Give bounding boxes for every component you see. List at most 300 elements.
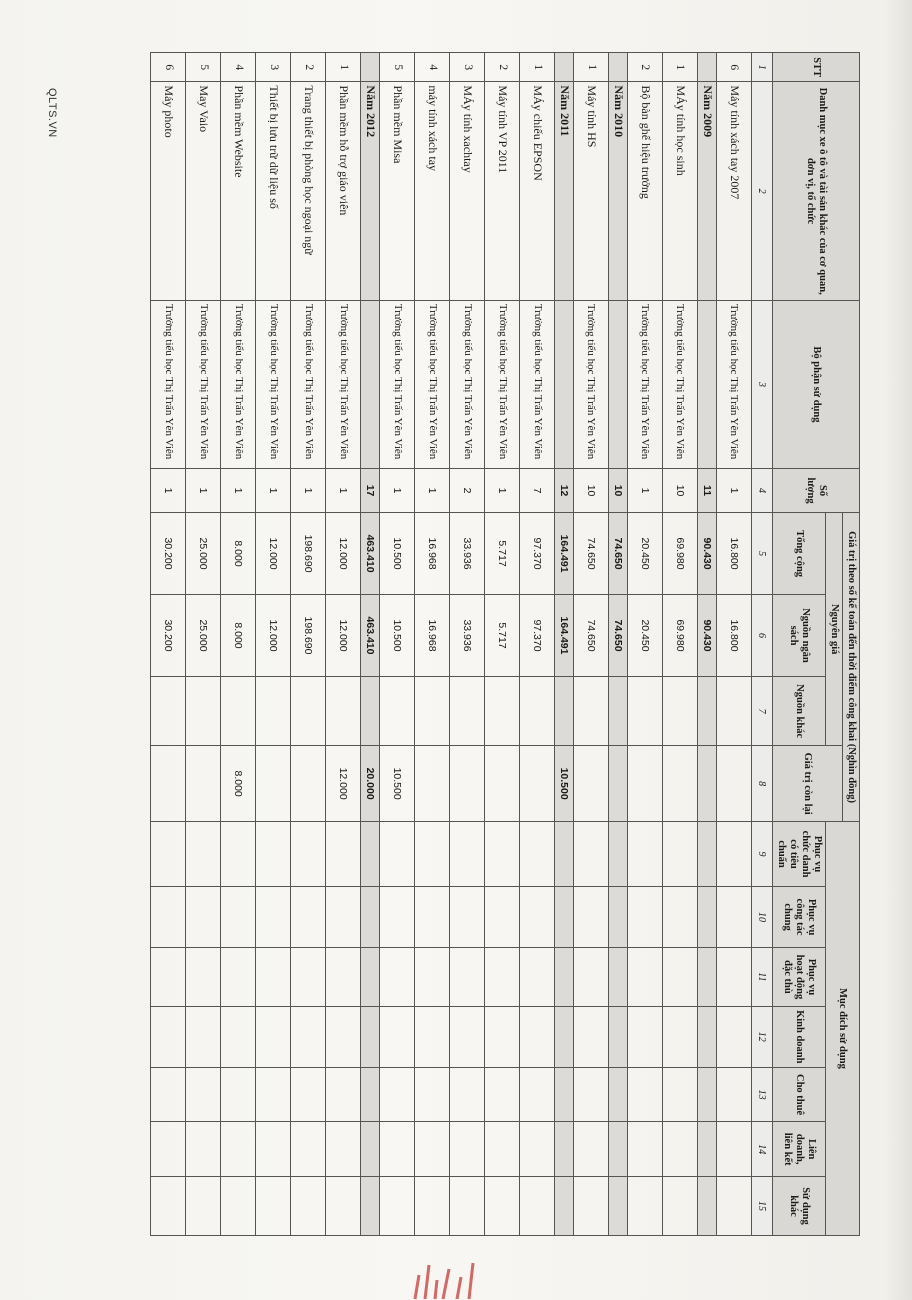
column-number: 12 bbox=[751, 1006, 772, 1067]
cell-purpose-empty bbox=[186, 1122, 221, 1177]
cell-asset-name: Năm 2010 bbox=[609, 82, 628, 301]
cell-stt: 1 bbox=[662, 53, 697, 82]
cell-purpose-empty bbox=[151, 821, 186, 886]
column-number: 7 bbox=[751, 676, 772, 745]
cell-other-source bbox=[186, 676, 221, 745]
column-number: 11 bbox=[751, 948, 772, 1007]
cell-purpose-empty bbox=[627, 821, 662, 886]
cell-purpose-empty bbox=[361, 1067, 380, 1122]
cell-purpose-empty bbox=[485, 948, 520, 1007]
cell-remaining-value bbox=[450, 746, 485, 822]
cell-purpose-empty bbox=[380, 1006, 415, 1067]
cell-total: 12.000 bbox=[256, 513, 291, 595]
header-pv-cong-tac: Phục vụ công tác chung bbox=[772, 887, 825, 948]
cell-purpose-empty bbox=[326, 948, 361, 1007]
cell-purpose-empty bbox=[186, 821, 221, 886]
cell-department: Trường tiểu học Thị Trấn Yên Viên bbox=[662, 300, 697, 468]
cell-other-source bbox=[221, 676, 256, 745]
cell-stt bbox=[609, 53, 628, 82]
cell-purpose-empty bbox=[186, 948, 221, 1007]
cell-purpose-empty bbox=[291, 1122, 326, 1177]
cell-department: Trường tiểu học Thị Trấn Yên Viên bbox=[221, 300, 256, 468]
cell-stt: 5 bbox=[186, 53, 221, 82]
cell-other-source bbox=[450, 676, 485, 745]
cell-stt: 1 bbox=[574, 53, 609, 82]
cell-purpose-empty bbox=[716, 1177, 751, 1236]
cell-purpose-empty bbox=[716, 1006, 751, 1067]
cell-purpose-empty bbox=[574, 1067, 609, 1122]
cell-quantity: 1 bbox=[221, 468, 256, 512]
cell-purpose-empty bbox=[662, 821, 697, 886]
cell-purpose-empty bbox=[415, 887, 450, 948]
cell-department: Trường tiểu học Thị Trấn Yên Viên bbox=[151, 300, 186, 468]
cell-budget-source: 74.650 bbox=[609, 595, 628, 677]
cell-quantity: 1 bbox=[716, 468, 751, 512]
cell-purpose-empty bbox=[662, 1006, 697, 1067]
cell-department: Trường tiểu học Thị Trấn Yên Viên bbox=[186, 300, 221, 468]
cell-purpose-empty bbox=[450, 1177, 485, 1236]
cell-budget-source: 16.800 bbox=[716, 595, 751, 677]
cell-stt bbox=[697, 53, 716, 82]
cell-asset-name: Năm 2009 bbox=[697, 82, 716, 301]
table-row bbox=[221, 53, 256, 1236]
cell-purpose-empty bbox=[380, 887, 415, 948]
cell-remaining-value: 8.000 bbox=[221, 746, 256, 822]
header-cho-thue: Cho thuê bbox=[772, 1067, 825, 1122]
cell-total: 10.500 bbox=[380, 513, 415, 595]
cell-quantity: 1 bbox=[627, 468, 662, 512]
cell-purpose-empty bbox=[361, 887, 380, 948]
cell-purpose-empty bbox=[485, 1067, 520, 1122]
cell-purpose-empty bbox=[361, 1122, 380, 1177]
cell-purpose-empty bbox=[555, 948, 574, 1007]
cell-purpose-empty bbox=[221, 1067, 256, 1122]
cell-purpose-empty bbox=[609, 1067, 628, 1122]
table-body bbox=[151, 53, 772, 1236]
cell-remaining-value: 20.000 bbox=[361, 746, 380, 822]
cell-purpose-empty bbox=[326, 1067, 361, 1122]
year-group-row bbox=[697, 53, 716, 1236]
cell-purpose-empty bbox=[697, 1006, 716, 1067]
cell-purpose-empty bbox=[291, 887, 326, 948]
cell-department bbox=[697, 300, 716, 468]
cell-asset-name: May Vaio bbox=[186, 82, 221, 301]
cell-purpose-empty bbox=[627, 1177, 662, 1236]
cell-budget-source: 90.430 bbox=[697, 595, 716, 677]
cell-budget-source: 25.000 bbox=[186, 595, 221, 677]
cell-purpose-empty bbox=[627, 1122, 662, 1177]
cell-purpose-empty bbox=[256, 887, 291, 948]
cell-purpose-empty bbox=[662, 948, 697, 1007]
cell-asset-name: Phần mềm hỗ trợ giáo viên bbox=[326, 82, 361, 301]
cell-purpose-empty bbox=[221, 821, 256, 886]
cell-quantity: 10 bbox=[609, 468, 628, 512]
cell-purpose-empty bbox=[361, 821, 380, 886]
cell-remaining-value: 10.500 bbox=[555, 746, 574, 822]
header-nguon-khac: Nguồn khác bbox=[772, 676, 825, 745]
cell-asset-name: Năm 2011 bbox=[555, 82, 574, 301]
cell-purpose-empty bbox=[380, 1067, 415, 1122]
cell-other-source bbox=[485, 676, 520, 745]
cell-quantity: 10 bbox=[662, 468, 697, 512]
cell-department: Trường tiểu học Thị Trấn Yên Viên bbox=[716, 300, 751, 468]
cell-purpose-empty bbox=[716, 887, 751, 948]
cell-purpose-empty bbox=[415, 1006, 450, 1067]
cell-purpose-empty bbox=[520, 948, 555, 1007]
cell-budget-source: 164.491 bbox=[555, 595, 574, 677]
cell-stt: 5 bbox=[380, 53, 415, 82]
header-gia-tri: Giá trị theo sổ kế toán đến thời điểm công khai (Nghìn đồng) bbox=[842, 513, 859, 822]
cell-purpose-empty bbox=[555, 887, 574, 948]
cell-purpose-empty bbox=[520, 1177, 555, 1236]
header-bo-phan: Bộ phận sử dụng bbox=[772, 300, 859, 468]
cell-total: 20.450 bbox=[627, 513, 662, 595]
cell-purpose-empty bbox=[574, 821, 609, 886]
table-row bbox=[415, 53, 450, 1236]
cell-budget-source: 5.717 bbox=[485, 595, 520, 677]
table-row bbox=[627, 53, 662, 1236]
cell-purpose-empty bbox=[485, 821, 520, 886]
table-row bbox=[151, 53, 186, 1236]
header-pv-hoat-dong: Phục vụ hoạt động đặc thù bbox=[772, 948, 825, 1007]
cell-purpose-empty bbox=[662, 1122, 697, 1177]
cell-purpose-empty bbox=[716, 948, 751, 1007]
cell-total: 97.370 bbox=[520, 513, 555, 595]
cell-stt: 6 bbox=[151, 53, 186, 82]
table-row bbox=[485, 53, 520, 1236]
column-number: 6 bbox=[751, 595, 772, 677]
cell-stt bbox=[555, 53, 574, 82]
table-row bbox=[662, 53, 697, 1236]
cell-total: 463.410 bbox=[361, 513, 380, 595]
cell-stt: 6 bbox=[716, 53, 751, 82]
cell-purpose-empty bbox=[326, 821, 361, 886]
cell-purpose-empty bbox=[415, 1067, 450, 1122]
cell-department: Trường tiểu học Thị Trấn Yên Viên bbox=[326, 300, 361, 468]
cell-purpose-empty bbox=[609, 1122, 628, 1177]
cell-purpose-empty bbox=[450, 821, 485, 886]
year-group-row bbox=[555, 53, 574, 1236]
table-row bbox=[520, 53, 555, 1236]
cell-purpose-empty bbox=[361, 948, 380, 1007]
cell-asset-name: Năm 2012 bbox=[361, 82, 380, 301]
cell-asset-name: MÁy tính xachtay bbox=[450, 82, 485, 301]
cell-purpose-empty bbox=[326, 887, 361, 948]
cell-purpose-empty bbox=[186, 1006, 221, 1067]
cell-purpose-empty bbox=[326, 1177, 361, 1236]
cell-remaining-value bbox=[151, 746, 186, 822]
cell-asset-name: Thiết bị lưu trữ dữ liệu số bbox=[256, 82, 291, 301]
cell-quantity: 1 bbox=[151, 468, 186, 512]
cell-other-source bbox=[151, 676, 186, 745]
cell-total: 74.650 bbox=[609, 513, 628, 595]
cell-purpose-empty bbox=[256, 1177, 291, 1236]
year-group-row bbox=[361, 53, 380, 1236]
cell-quantity: 1 bbox=[380, 468, 415, 512]
cell-purpose-empty bbox=[520, 821, 555, 886]
table-row bbox=[291, 53, 326, 1236]
cell-purpose-empty bbox=[450, 887, 485, 948]
cell-asset-name: MÁy tính học sinh bbox=[662, 82, 697, 301]
rotated-asset-table-container bbox=[104, 52, 860, 1236]
cell-purpose-empty bbox=[450, 1006, 485, 1067]
cell-purpose-empty bbox=[485, 887, 520, 948]
cell-asset-name: Phần mềm Website bbox=[221, 82, 256, 301]
cell-purpose-empty bbox=[151, 1122, 186, 1177]
cell-purpose-empty bbox=[151, 1177, 186, 1236]
header-kinh-doanh: Kinh doanh bbox=[772, 1006, 825, 1067]
cell-purpose-empty bbox=[380, 821, 415, 886]
cell-other-source bbox=[574, 676, 609, 745]
header-stt: STT bbox=[772, 53, 859, 82]
cell-total: 12.000 bbox=[326, 513, 361, 595]
cell-budget-source: 10.500 bbox=[380, 595, 415, 677]
cell-purpose-empty bbox=[380, 1122, 415, 1177]
cell-total: 74.650 bbox=[574, 513, 609, 595]
cell-total: 198.690 bbox=[291, 513, 326, 595]
footer-code: QLTS.VN bbox=[46, 88, 58, 138]
table-row bbox=[450, 53, 485, 1236]
cell-purpose-empty bbox=[627, 1006, 662, 1067]
cell-total: 5.717 bbox=[485, 513, 520, 595]
cell-total: 16.800 bbox=[716, 513, 751, 595]
table-row bbox=[326, 53, 361, 1236]
column-number: 1 bbox=[751, 53, 772, 82]
cell-other-source bbox=[380, 676, 415, 745]
column-number: 9 bbox=[751, 821, 772, 886]
cell-purpose-empty bbox=[291, 1177, 326, 1236]
cell-other-source bbox=[256, 676, 291, 745]
cell-total: 164.491 bbox=[555, 513, 574, 595]
cell-purpose-empty bbox=[256, 1122, 291, 1177]
cell-purpose-empty bbox=[520, 1067, 555, 1122]
cell-budget-source: 69.980 bbox=[662, 595, 697, 677]
header-tong-cong: Tổng cộng bbox=[772, 513, 825, 595]
header-nguon-ngan-sach: Nguồn ngân sách bbox=[772, 595, 825, 677]
header-so-luong: Số lượng bbox=[772, 468, 859, 512]
cell-asset-name: Máy tính HS bbox=[574, 82, 609, 301]
cell-purpose-empty bbox=[697, 948, 716, 1007]
cell-asset-name: Phần mềm Misa bbox=[380, 82, 415, 301]
cell-purpose-empty bbox=[221, 1122, 256, 1177]
cell-purpose-empty bbox=[716, 1122, 751, 1177]
cell-purpose-empty bbox=[555, 1067, 574, 1122]
cell-purpose-empty bbox=[520, 1006, 555, 1067]
cell-purpose-empty bbox=[662, 1067, 697, 1122]
cell-other-source bbox=[520, 676, 555, 745]
cell-purpose-empty bbox=[627, 887, 662, 948]
header-nguyen-gia: Nguyên giá bbox=[825, 513, 842, 746]
cell-purpose-empty bbox=[415, 821, 450, 886]
cell-stt: 3 bbox=[256, 53, 291, 82]
header-lien-doanh: Liên doanh, liên kết bbox=[772, 1122, 825, 1177]
cell-purpose-empty bbox=[555, 1177, 574, 1236]
column-number: 15 bbox=[751, 1177, 772, 1236]
cell-purpose-empty bbox=[450, 1067, 485, 1122]
cell-stt: 2 bbox=[485, 53, 520, 82]
column-number: 5 bbox=[751, 513, 772, 595]
cell-budget-source: 30.200 bbox=[151, 595, 186, 677]
cell-purpose-empty bbox=[485, 1122, 520, 1177]
cell-purpose-empty bbox=[555, 1006, 574, 1067]
cell-asset-name: Bộ bàn ghế hiệu trưởng bbox=[627, 82, 662, 301]
table-row bbox=[380, 53, 415, 1236]
cell-purpose-empty bbox=[450, 948, 485, 1007]
cell-department: Trường tiểu học Thị Trấn Yên Viên bbox=[520, 300, 555, 468]
cell-purpose-empty bbox=[256, 821, 291, 886]
cell-purpose-empty bbox=[361, 1177, 380, 1236]
cell-other-source bbox=[415, 676, 450, 745]
cell-purpose-empty bbox=[415, 1122, 450, 1177]
column-number: 3 bbox=[751, 300, 772, 468]
cell-purpose-empty bbox=[186, 1177, 221, 1236]
cell-purpose-empty bbox=[627, 1067, 662, 1122]
cell-department: Trường tiểu học Thị Trấn Yên Viên bbox=[574, 300, 609, 468]
cell-quantity: 1 bbox=[291, 468, 326, 512]
cell-purpose-empty bbox=[186, 887, 221, 948]
cell-quantity: 1 bbox=[256, 468, 291, 512]
cell-department: Trường tiểu học Thị Trấn Yên Viên bbox=[485, 300, 520, 468]
cell-purpose-empty bbox=[555, 821, 574, 886]
cell-quantity: 12 bbox=[555, 468, 574, 512]
column-number: 2 bbox=[751, 82, 772, 301]
cell-purpose-empty bbox=[609, 1006, 628, 1067]
cell-purpose-empty bbox=[662, 887, 697, 948]
column-number: 4 bbox=[751, 468, 772, 512]
asset-table bbox=[150, 52, 860, 1236]
cell-stt: 2 bbox=[627, 53, 662, 82]
cell-quantity: 1 bbox=[415, 468, 450, 512]
cell-purpose-empty bbox=[609, 1177, 628, 1236]
cell-quantity: 17 bbox=[361, 468, 380, 512]
cell-purpose-empty bbox=[485, 1006, 520, 1067]
cell-total: 8.000 bbox=[221, 513, 256, 595]
table-row bbox=[256, 53, 291, 1236]
cell-budget-source: 33.936 bbox=[450, 595, 485, 677]
cell-purpose-empty bbox=[256, 1006, 291, 1067]
cell-quantity: 7 bbox=[520, 468, 555, 512]
cell-remaining-value bbox=[415, 746, 450, 822]
cell-department bbox=[361, 300, 380, 468]
cell-purpose-empty bbox=[662, 1177, 697, 1236]
column-number: 13 bbox=[751, 1067, 772, 1122]
cell-remaining-value bbox=[485, 746, 520, 822]
cell-asset-name: Máy tính VP 2011 bbox=[485, 82, 520, 301]
cell-purpose-empty bbox=[716, 821, 751, 886]
cell-remaining-value bbox=[716, 746, 751, 822]
cell-total: 90.430 bbox=[697, 513, 716, 595]
cell-budget-source: 463.410 bbox=[361, 595, 380, 677]
cell-purpose-empty bbox=[697, 1067, 716, 1122]
cell-budget-source: 12.000 bbox=[256, 595, 291, 677]
header-gia-tri-con-lai: Giá trị còn lại bbox=[772, 746, 842, 822]
cell-other-source bbox=[326, 676, 361, 745]
cell-remaining-value bbox=[662, 746, 697, 822]
cell-purpose-empty bbox=[221, 887, 256, 948]
cell-budget-source: 20.450 bbox=[627, 595, 662, 677]
cell-department: Trường tiểu học Thị Trấn Yên Viên bbox=[256, 300, 291, 468]
cell-total: 25.000 bbox=[186, 513, 221, 595]
cell-purpose-empty bbox=[380, 1177, 415, 1236]
cell-budget-source: 74.650 bbox=[574, 595, 609, 677]
cell-remaining-value bbox=[697, 746, 716, 822]
cell-purpose-empty bbox=[697, 887, 716, 948]
column-number-row bbox=[751, 53, 772, 1236]
page-edge-shadow bbox=[886, 0, 912, 1300]
cell-asset-name: MÁy chiếu EPSON bbox=[520, 82, 555, 301]
cell-department bbox=[555, 300, 574, 468]
cell-remaining-value: 10.500 bbox=[380, 746, 415, 822]
cell-total: 16.968 bbox=[415, 513, 450, 595]
cell-total: 30.200 bbox=[151, 513, 186, 595]
cell-purpose-empty bbox=[520, 887, 555, 948]
cell-stt: 4 bbox=[415, 53, 450, 82]
cell-purpose-empty bbox=[291, 821, 326, 886]
cell-stt: 1 bbox=[326, 53, 361, 82]
cell-purpose-empty bbox=[697, 821, 716, 886]
cell-purpose-empty bbox=[609, 948, 628, 1007]
header-danh-muc: Danh mục xe ô tô và tài sản khác của cơ quan, đơn vị, tổ chức bbox=[772, 82, 859, 301]
cell-purpose-empty bbox=[415, 948, 450, 1007]
cell-purpose-empty bbox=[415, 1177, 450, 1236]
cell-purpose-empty bbox=[326, 1122, 361, 1177]
cell-department: Trường tiểu học Thị Trấn Yên Viên bbox=[627, 300, 662, 468]
header-su-dung-khac: Sử dụng khác bbox=[772, 1177, 825, 1236]
cell-other-source bbox=[555, 676, 574, 745]
table-row bbox=[186, 53, 221, 1236]
cell-quantity: 10 bbox=[574, 468, 609, 512]
cell-purpose-empty bbox=[221, 1006, 256, 1067]
cell-other-source bbox=[662, 676, 697, 745]
cell-remaining-value bbox=[609, 746, 628, 822]
cell-remaining-value bbox=[186, 746, 221, 822]
cell-purpose-empty bbox=[697, 1122, 716, 1177]
cell-budget-source: 16.968 bbox=[415, 595, 450, 677]
cell-purpose-empty bbox=[697, 1177, 716, 1236]
cell-stt bbox=[361, 53, 380, 82]
header-muc-dich: Mục đích sử dụng bbox=[825, 821, 859, 1235]
cell-purpose-empty bbox=[151, 1067, 186, 1122]
cell-quantity: 2 bbox=[450, 468, 485, 512]
cell-other-source bbox=[291, 676, 326, 745]
cell-remaining-value: 12.000 bbox=[326, 746, 361, 822]
cell-purpose-empty bbox=[256, 948, 291, 1007]
cell-purpose-empty bbox=[151, 887, 186, 948]
cell-quantity: 11 bbox=[697, 468, 716, 512]
cell-department: Trường tiểu học Thị Trấn Yên Viên bbox=[415, 300, 450, 468]
year-group-row bbox=[609, 53, 628, 1236]
cell-purpose-empty bbox=[574, 1122, 609, 1177]
cell-purpose-empty bbox=[361, 1006, 380, 1067]
cell-purpose-empty bbox=[291, 1067, 326, 1122]
cell-purpose-empty bbox=[291, 1006, 326, 1067]
cell-purpose-empty bbox=[609, 887, 628, 948]
cell-department: Trường tiểu học Thị Trấn Yên Viên bbox=[380, 300, 415, 468]
column-number: 14 bbox=[751, 1122, 772, 1177]
cell-department bbox=[609, 300, 628, 468]
cell-purpose-empty bbox=[221, 1177, 256, 1236]
cell-other-source bbox=[627, 676, 662, 745]
cell-department: Trường tiểu học Thị Trấn Yên Viên bbox=[450, 300, 485, 468]
cell-purpose-empty bbox=[221, 948, 256, 1007]
table-row bbox=[716, 53, 751, 1236]
table-row bbox=[574, 53, 609, 1236]
cell-other-source bbox=[716, 676, 751, 745]
cell-purpose-empty bbox=[574, 1177, 609, 1236]
cell-purpose-empty bbox=[485, 1177, 520, 1236]
cell-other-source bbox=[609, 676, 628, 745]
cell-purpose-empty bbox=[380, 948, 415, 1007]
